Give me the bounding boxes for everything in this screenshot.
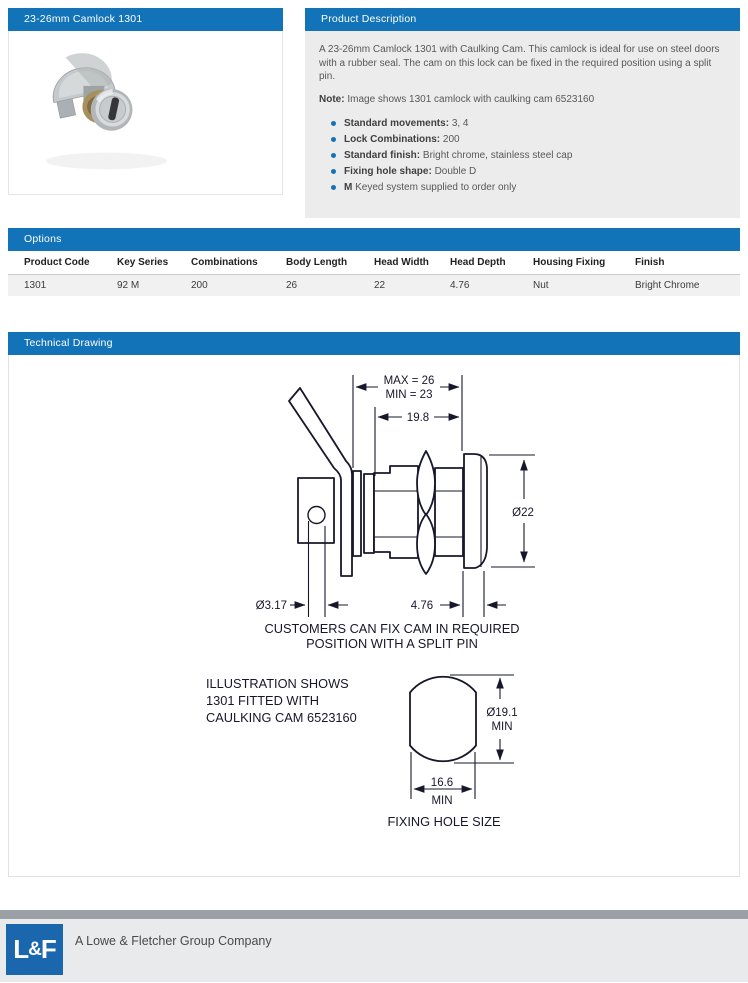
illustration-note-line1: ILLUSTRATION SHOWS: [206, 676, 349, 691]
drawing-caption-line2: POSITION WITH A SPLIT PIN: [306, 636, 478, 651]
description-title: Product Description: [321, 13, 417, 25]
dim-198-label: 19.8: [406, 412, 430, 424]
dim-166-label: 16.6: [430, 777, 454, 789]
fixing-hole-view: [387, 675, 517, 829]
bullet-icon: [331, 185, 336, 190]
cell-housing-fixing: Nut: [533, 274, 635, 296]
illustration-note-line2: 1301 FITTED WITH: [206, 693, 320, 708]
product-title: 23-26mm Camlock 1301: [24, 13, 143, 25]
lock-body-front: [435, 468, 463, 556]
footer: [0, 910, 748, 982]
lock-head: [464, 454, 487, 568]
options-title-bar: [8, 228, 740, 251]
column-header: Finish: [635, 251, 740, 274]
options-panel: [8, 228, 740, 296]
table-row: [8, 274, 740, 296]
technical-drawing-title-bar: [8, 332, 740, 355]
column-header: Key Series: [117, 251, 191, 274]
technical-drawing-body: [8, 355, 740, 877]
description-paragraph: A 23-26mm Camlock 1301 with Caulking Cam. This camlock is ideal for use on steel doors with a rubber seal. The cam on this lock can be fixed in the required position using a split pin.: [319, 44, 720, 82]
list-item: Lock Combinations: 200: [331, 134, 726, 145]
fixing-nut-top: [417, 451, 435, 515]
list-item: Standard movements: 3, 4: [331, 118, 726, 129]
description-title-bar: [305, 8, 740, 31]
list-item: M Keyed system supplied to order only: [331, 182, 726, 193]
column-header: Housing Fixing: [533, 251, 635, 274]
bullet-icon: [331, 153, 336, 158]
cell-body-length: 26: [286, 274, 374, 296]
fixing-nut-bottom: [417, 514, 435, 574]
description-note: Note: Image shows 1301 camlock with caulking cam 6523160: [319, 93, 595, 105]
list-item: Fixing hole shape: Double D: [331, 166, 726, 177]
technical-drawing: [9, 367, 739, 867]
dim-476-label: 4.76: [410, 600, 434, 612]
dim-max-label: MAX = 26: [383, 375, 435, 387]
product-photo-panel: [8, 8, 283, 195]
footer-main: [0, 919, 748, 982]
options-table: [8, 251, 740, 296]
double-d-hole: [410, 677, 476, 761]
bullet-icon: [331, 121, 336, 126]
description-body: [305, 31, 740, 218]
split-pin-hole: [308, 507, 325, 524]
cell-head-depth: 4.76: [450, 274, 533, 296]
bullet-icon: [331, 137, 336, 142]
footer-company-text: A Lowe & Fletcher Group Company: [75, 934, 272, 948]
bullet-icon: [331, 169, 336, 174]
column-header: Head Width: [374, 251, 450, 274]
dim-d191-min-label: MIN: [491, 721, 513, 733]
product-photo: [41, 40, 251, 186]
lf-logo: L & F: [6, 924, 63, 975]
column-header: Head Depth: [450, 251, 533, 274]
feature-list: [319, 118, 726, 193]
top-row: [8, 8, 740, 218]
dim-min-label: MIN = 23: [385, 389, 433, 401]
product-photo-box: [8, 31, 283, 195]
footer-divider-bar: [0, 910, 748, 919]
options-title: Options: [24, 233, 62, 245]
description-panel: [305, 8, 740, 218]
cell-key-series: 92 M: [117, 274, 191, 296]
clip: [364, 474, 374, 553]
technical-drawing-title: Technical Drawing: [24, 337, 113, 349]
dim-166-min-label: MIN: [431, 795, 453, 807]
drawing-caption-line1: CUSTOMERS CAN FIX CAM IN REQUIRED: [264, 621, 520, 636]
cell-combinations: 200: [191, 274, 286, 296]
table-header-row: [8, 251, 740, 274]
cell-finish: Bright Chrome: [635, 274, 740, 296]
dim-d317-label: Ø3.17: [255, 600, 287, 612]
product-title-bar: [8, 8, 283, 31]
column-header: Body Length: [286, 251, 374, 274]
column-header: Product Code: [8, 251, 117, 274]
cell-head-width: 22: [374, 274, 450, 296]
lock-head: [90, 89, 132, 131]
list-item: Standard finish: Bright chrome, stainless steel cap: [331, 150, 726, 161]
dim-d191-label: Ø19.1: [486, 707, 518, 719]
technical-drawing-panel: [8, 332, 740, 877]
cell-product-code: 1301: [8, 274, 117, 296]
fixing-hole-caption: FIXING HOLE SIZE: [387, 814, 501, 829]
column-header: Combinations: [191, 251, 286, 274]
camlock-side-view: [289, 388, 487, 576]
illustration-note-line3: CAULKING CAM 6523160: [206, 710, 357, 725]
washer: [353, 471, 361, 556]
dim-d22-label: Ø22: [512, 507, 534, 519]
lock-body: [374, 466, 418, 558]
